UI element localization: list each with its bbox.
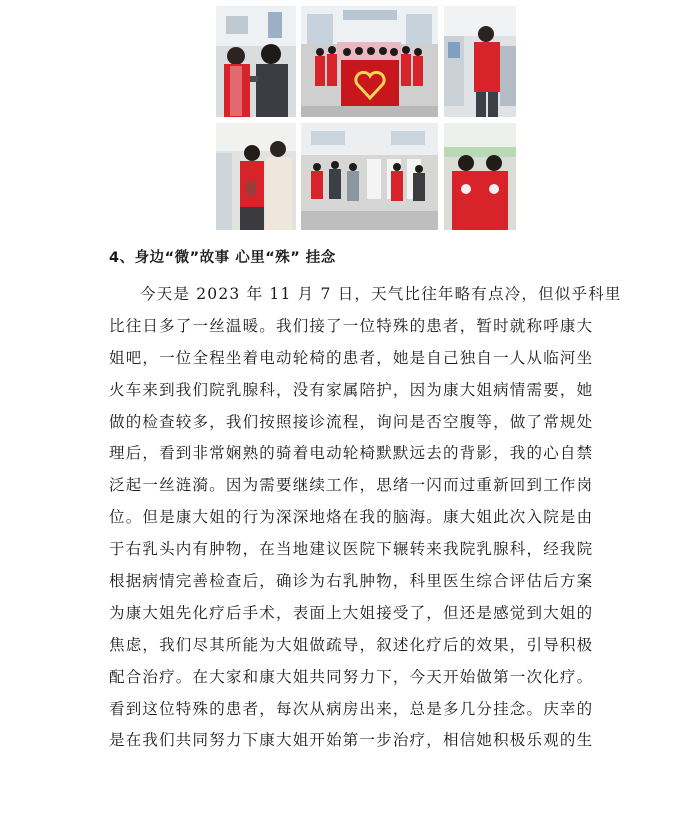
volunteer-photo-grid xyxy=(216,6,516,230)
paragraph-line: 做的检查较多，我们按照接诊流程，询问是否空腹等，做了常规处 xyxy=(109,412,594,431)
paragraph-line: 焦虑，我们尽其所能为大姐做疏导，叙述化疗后的效果，引导积极 xyxy=(109,635,594,654)
paragraph-line: 配合治疗。在大家和康大姐共同努力下，今天开始做第一次化疗。 xyxy=(109,667,594,686)
photo-volunteers-helping-with-phones xyxy=(216,6,296,117)
photo-volunteer-group-with-banner xyxy=(301,6,438,117)
paragraph-line: 火车来到我们院乳腺科，没有家属陪护，因为康大姐病情需要，她 xyxy=(109,380,594,399)
paragraph-line: 今天是 2023 年 11 月 7 日，天气比往年略有点冷，但似乎科里 xyxy=(140,285,622,303)
paragraph-line: 是在我们共同努力下康大姐开始第一步治疗，相信她积极乐观的生 xyxy=(109,731,594,750)
photo-volunteer-guiding-patient xyxy=(216,123,296,230)
photo-two-volunteers-in-vests xyxy=(444,123,516,230)
story-paragraph xyxy=(109,279,622,757)
paragraph-line: 比往日多了一丝温暖。我们接了一位特殊的患者，暂时就称呼康大 xyxy=(109,316,594,335)
paragraph-line: 看到这位特殊的患者，每次从病房出来，总是多几分挂念。庆幸的 xyxy=(109,699,594,718)
paragraph-line: 于右乳头内有肿物，在当地建议医院下辗转来我院乳腺科，经我院 xyxy=(109,540,594,559)
photo-volunteer-at-kiosk xyxy=(444,6,516,117)
paragraph-line: 位。但是康大姐的行为深深地烙在我的脑海。康大姐此次入院是由 xyxy=(109,508,594,527)
paragraph-line: 姐吧，一位全程坐着电动轮椅的患者，她是自己独自一人从临河坐 xyxy=(109,348,594,367)
section-heading: 4、身边“微”故事 心里“殊” 挂念 xyxy=(109,250,336,266)
paragraph-line: 为康大姐先化疗后手术，表面上大姐接受了，但还是感觉到大姐的 xyxy=(109,603,594,622)
photo-self-service-hall xyxy=(301,123,438,230)
paragraph-line: 泛起一丝涟漪。因为需要继续工作，思绪一闪而过重新回到工作岗 xyxy=(109,476,594,495)
paragraph-line: 理后，看到非常娴熟的骑着电动轮椅默默远去的背影，我的心自禁 xyxy=(109,444,594,463)
paragraph-line: 根据病情完善检查后，确诊为右乳肿物，科里医生综合评估后方案 xyxy=(109,572,594,591)
